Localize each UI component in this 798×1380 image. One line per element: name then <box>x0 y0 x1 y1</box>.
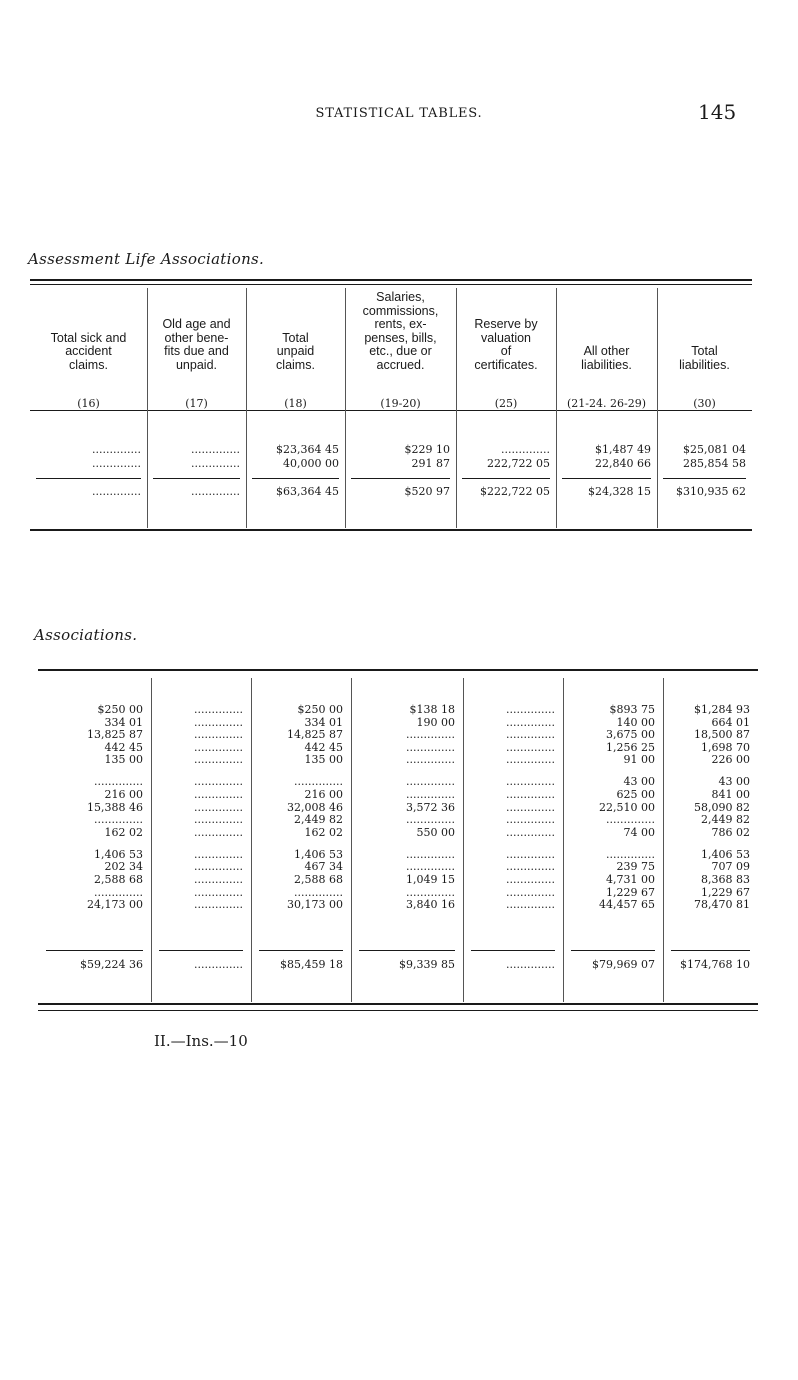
table2-cell: .............. <box>194 775 243 789</box>
table2-sum-rule <box>259 950 343 951</box>
table2-cell: .............. <box>194 728 243 742</box>
table2-sum-rule <box>159 950 243 951</box>
table2-cell: 140 00 <box>616 715 655 729</box>
table1-cell: 40,000 00 <box>283 457 339 470</box>
table2-cell: .............. <box>506 728 555 742</box>
table2-cell: .............. <box>294 885 343 899</box>
table2-cell: $138 18 <box>409 703 455 716</box>
table1-header-rule <box>30 410 752 411</box>
table2-cell: 43 00 <box>718 775 750 789</box>
table2-cell: .............. <box>506 715 555 729</box>
table2-cell: .............. <box>406 775 455 789</box>
table2-cell: .............. <box>506 753 555 767</box>
table2-cell: 190 00 <box>416 715 455 729</box>
table1-sum-rule <box>462 478 550 479</box>
table1-column-number: (18) <box>284 397 307 410</box>
table2-cell: 13,825 87 <box>87 728 143 742</box>
table1-cell: 285,854 58 <box>683 457 746 470</box>
table2-column-divider <box>351 678 352 1002</box>
table2-cell: 32,008 46 <box>287 800 343 814</box>
table2-cell: .............. <box>194 813 243 827</box>
table2-cell: .............. <box>506 847 555 861</box>
table2-cell: 58,090 82 <box>694 800 750 814</box>
table1-total-cell: $520 97 <box>404 485 450 498</box>
table1-top-rule-inner <box>30 284 752 285</box>
table2-cell: 1,229 67 <box>701 885 750 899</box>
table2-cell: 239 75 <box>616 860 655 874</box>
table2-cell: 3,675 00 <box>606 728 655 742</box>
table2-sum-rule <box>571 950 655 951</box>
table2-cell: 18,500 87 <box>694 728 750 742</box>
table1-cell: $23,364 45 <box>276 443 339 456</box>
table1-cell: .............. <box>92 443 141 456</box>
table2-total-cell: $9,339 85 <box>399 958 455 971</box>
table2-title: Associations. <box>34 626 138 644</box>
table1-bottom-rule <box>30 529 752 531</box>
table2-cell: .............. <box>406 728 455 742</box>
table2-cell: .............. <box>94 775 143 789</box>
table2-cell: .............. <box>506 885 555 899</box>
table1-total-cell: .............. <box>191 485 240 498</box>
table1-column-number: (16) <box>77 397 100 410</box>
table2-cell: 786 02 <box>711 825 750 839</box>
table1-column-number: (17) <box>185 397 208 410</box>
table2-total-cell: $79,969 07 <box>592 958 655 971</box>
table2-cell: 14,825 87 <box>287 728 343 742</box>
table2-cell: 162 02 <box>104 825 143 839</box>
table1-column-header: Old age and other bene- fits due and unpaid. <box>162 317 231 372</box>
table1-cell: 291 87 <box>411 457 450 470</box>
table1-column-header: Total sick and accident claims. <box>50 330 127 372</box>
table2-cell: .............. <box>194 715 243 729</box>
table1-column-header: All other liabilities. <box>581 344 632 372</box>
page-footer: II.—Ins.—10 <box>154 1032 248 1050</box>
table2-cell: .............. <box>506 800 555 814</box>
table1-sum-rule <box>153 478 240 479</box>
table2-total-cell: .............. <box>194 958 243 971</box>
table2-cell: .............. <box>406 740 455 754</box>
table2-cell: $250 00 <box>97 703 143 716</box>
table2-cell: .............. <box>506 860 555 874</box>
table1-column-number: (19-20) <box>380 397 421 410</box>
table2-cell: .............. <box>406 813 455 827</box>
table2-cell: .............. <box>506 813 555 827</box>
table2-cell: 550 00 <box>416 825 455 839</box>
table2-cell: 3,572 36 <box>406 800 455 814</box>
table1-column-header: Total unpaid claims. <box>276 330 315 372</box>
table2-cell: .............. <box>194 825 243 839</box>
table1-sum-rule <box>252 478 339 479</box>
table1-title: Assessment Life Associations. <box>28 250 265 268</box>
running-head: STATISTICAL TABLES. <box>315 106 483 121</box>
table1-cell: 22,840 66 <box>595 457 651 470</box>
table2-cell: .............. <box>194 753 243 767</box>
table2-cell: .............. <box>94 813 143 827</box>
table1-cell: .............. <box>92 457 141 470</box>
table1-cell: .............. <box>191 443 240 456</box>
table1-sum-rule <box>562 478 651 479</box>
table2-sum-rule <box>359 950 455 951</box>
table2-cell: .............. <box>294 775 343 789</box>
table1-total-cell: .............. <box>92 485 141 498</box>
table2-cell: 1,256 25 <box>606 740 655 754</box>
table2-cell: 44,457 65 <box>599 898 655 912</box>
table2-cell: 22,510 00 <box>599 800 655 814</box>
table2-cell: 8,368 83 <box>701 873 750 886</box>
table1-column-header: Salaries, commissions, rents, ex- penses, bills, etc., due or accrued. <box>362 290 439 372</box>
table1-total-cell: $310,935 62 <box>676 485 746 498</box>
table2-cell: 1,406 53 <box>701 847 750 861</box>
table1-cell: .............. <box>191 457 240 470</box>
table2-cell: 24,173 00 <box>87 898 143 912</box>
table2-cell: 74 00 <box>623 825 655 839</box>
table2-cell: .............. <box>506 825 555 839</box>
table1-total-cell: $63,364 45 <box>276 485 339 498</box>
table2-cell: .............. <box>194 740 243 754</box>
table2-cell: 162 02 <box>304 825 343 839</box>
table1-column-number: (21-24. 26-29) <box>567 397 646 410</box>
table2-cell: $893 75 <box>609 703 655 716</box>
table2-cell: 1,406 53 <box>94 847 143 861</box>
table2-cell: 78,470 81 <box>694 898 750 912</box>
table2-cell: .............. <box>194 788 243 801</box>
table1-cell: $1,487 49 <box>595 443 651 456</box>
table2-total-cell: $174,768 10 <box>680 958 750 971</box>
table2-cell: 2,449 82 <box>701 813 750 827</box>
table1-total-cell: $222,722 05 <box>480 485 550 498</box>
table2-cell: 1,049 15 <box>406 873 455 886</box>
table2-sum-rule <box>671 950 750 951</box>
table2-cell: 30,173 00 <box>287 898 343 912</box>
table2-total-cell: $85,459 18 <box>280 958 343 971</box>
table2-bottom-rule-inner <box>38 1010 758 1011</box>
table2-cell: 467 34 <box>304 860 343 874</box>
table2-cell: .............. <box>194 800 243 814</box>
table1-column-number: (25) <box>494 397 518 410</box>
table1-column-header: Total liabilities. <box>679 344 730 372</box>
table2-cell: .............. <box>194 885 243 899</box>
table2-cell: .............. <box>194 873 243 886</box>
table2-cell: .............. <box>194 898 243 912</box>
table2-cell: .............. <box>94 885 143 899</box>
table2-cell: 91 00 <box>623 753 655 767</box>
table2-cell: .............. <box>506 703 555 716</box>
table1-column-header: Reserve by valuation of certificates. <box>474 317 538 372</box>
table2-cell: $1,284 93 <box>694 703 750 716</box>
table2-cell: .............. <box>194 703 243 716</box>
table1-sum-rule <box>36 478 141 479</box>
table2-cell: 2,588 68 <box>94 873 143 886</box>
table2-cell: 442 45 <box>304 740 343 754</box>
table2-cell: .............. <box>406 847 455 861</box>
table2-cell: 707 09 <box>711 860 750 874</box>
table2-cell: 135 00 <box>104 753 143 767</box>
table2-cell: 1,406 53 <box>294 847 343 861</box>
table2-cell: .............. <box>406 885 455 899</box>
table2-cell: $250 00 <box>297 703 343 716</box>
table2-cell: 334 01 <box>104 715 143 729</box>
table2-cell: 664 01 <box>711 715 750 729</box>
table1-sum-rule <box>351 478 450 479</box>
table2-cell: .............. <box>606 813 655 827</box>
table2-cell: 3,840 16 <box>406 898 455 912</box>
table2-cell: 2,449 82 <box>294 813 343 827</box>
table2-cell: 1,229 67 <box>606 885 655 899</box>
table2-cell: 442 45 <box>104 740 143 754</box>
table2-cell: .............. <box>506 788 555 801</box>
table2-top-rule <box>38 669 758 671</box>
table2-total-cell: .............. <box>506 958 555 971</box>
table2-cell: .............. <box>406 860 455 874</box>
table2-cell: .............. <box>506 775 555 789</box>
table2-bottom-rule <box>38 1003 758 1005</box>
table2-cell: 135 00 <box>304 753 343 767</box>
table2-cell: 216 00 <box>104 788 143 801</box>
table2-cell: .............. <box>506 898 555 912</box>
table1-total-cell: $24,328 15 <box>588 485 651 498</box>
table1-cell: $25,081 04 <box>683 443 746 456</box>
table2-cell: 202 34 <box>104 860 143 874</box>
table1-top-rule <box>30 279 752 281</box>
table2-cell: 334 01 <box>304 715 343 729</box>
table1-cell: $229 10 <box>404 443 450 456</box>
table2-cell: 226 00 <box>711 753 750 767</box>
table2-cell: 625 00 <box>616 788 655 801</box>
table2-cell: 43 00 <box>623 775 655 789</box>
table1-sum-rule <box>663 478 746 479</box>
table2-cell: .............. <box>606 847 655 861</box>
table2-sum-rule <box>46 950 143 951</box>
table2-cell: .............. <box>506 873 555 886</box>
table2-cell: .............. <box>506 740 555 754</box>
table2-total-cell: $59,224 36 <box>80 958 143 971</box>
table2-cell: 1,698 70 <box>701 740 750 754</box>
table2-cell: .............. <box>194 847 243 861</box>
table2-cell: 15,388 46 <box>87 800 143 814</box>
table2-cell: 216 00 <box>304 788 343 801</box>
table1-cell: 222,722 05 <box>487 457 550 470</box>
page-number: 145 <box>698 100 737 124</box>
table2-cell: .............. <box>194 860 243 874</box>
table2-cell: 841 00 <box>711 788 750 801</box>
table2-cell: 4,731 00 <box>606 873 655 886</box>
table2-cell: 2,588 68 <box>294 873 343 886</box>
table2-cell: .............. <box>406 788 455 801</box>
table1-cell: .............. <box>501 443 550 456</box>
table2-sum-rule <box>471 950 555 951</box>
table1-column-number: (30) <box>693 397 716 410</box>
table2-cell: .............. <box>406 753 455 767</box>
